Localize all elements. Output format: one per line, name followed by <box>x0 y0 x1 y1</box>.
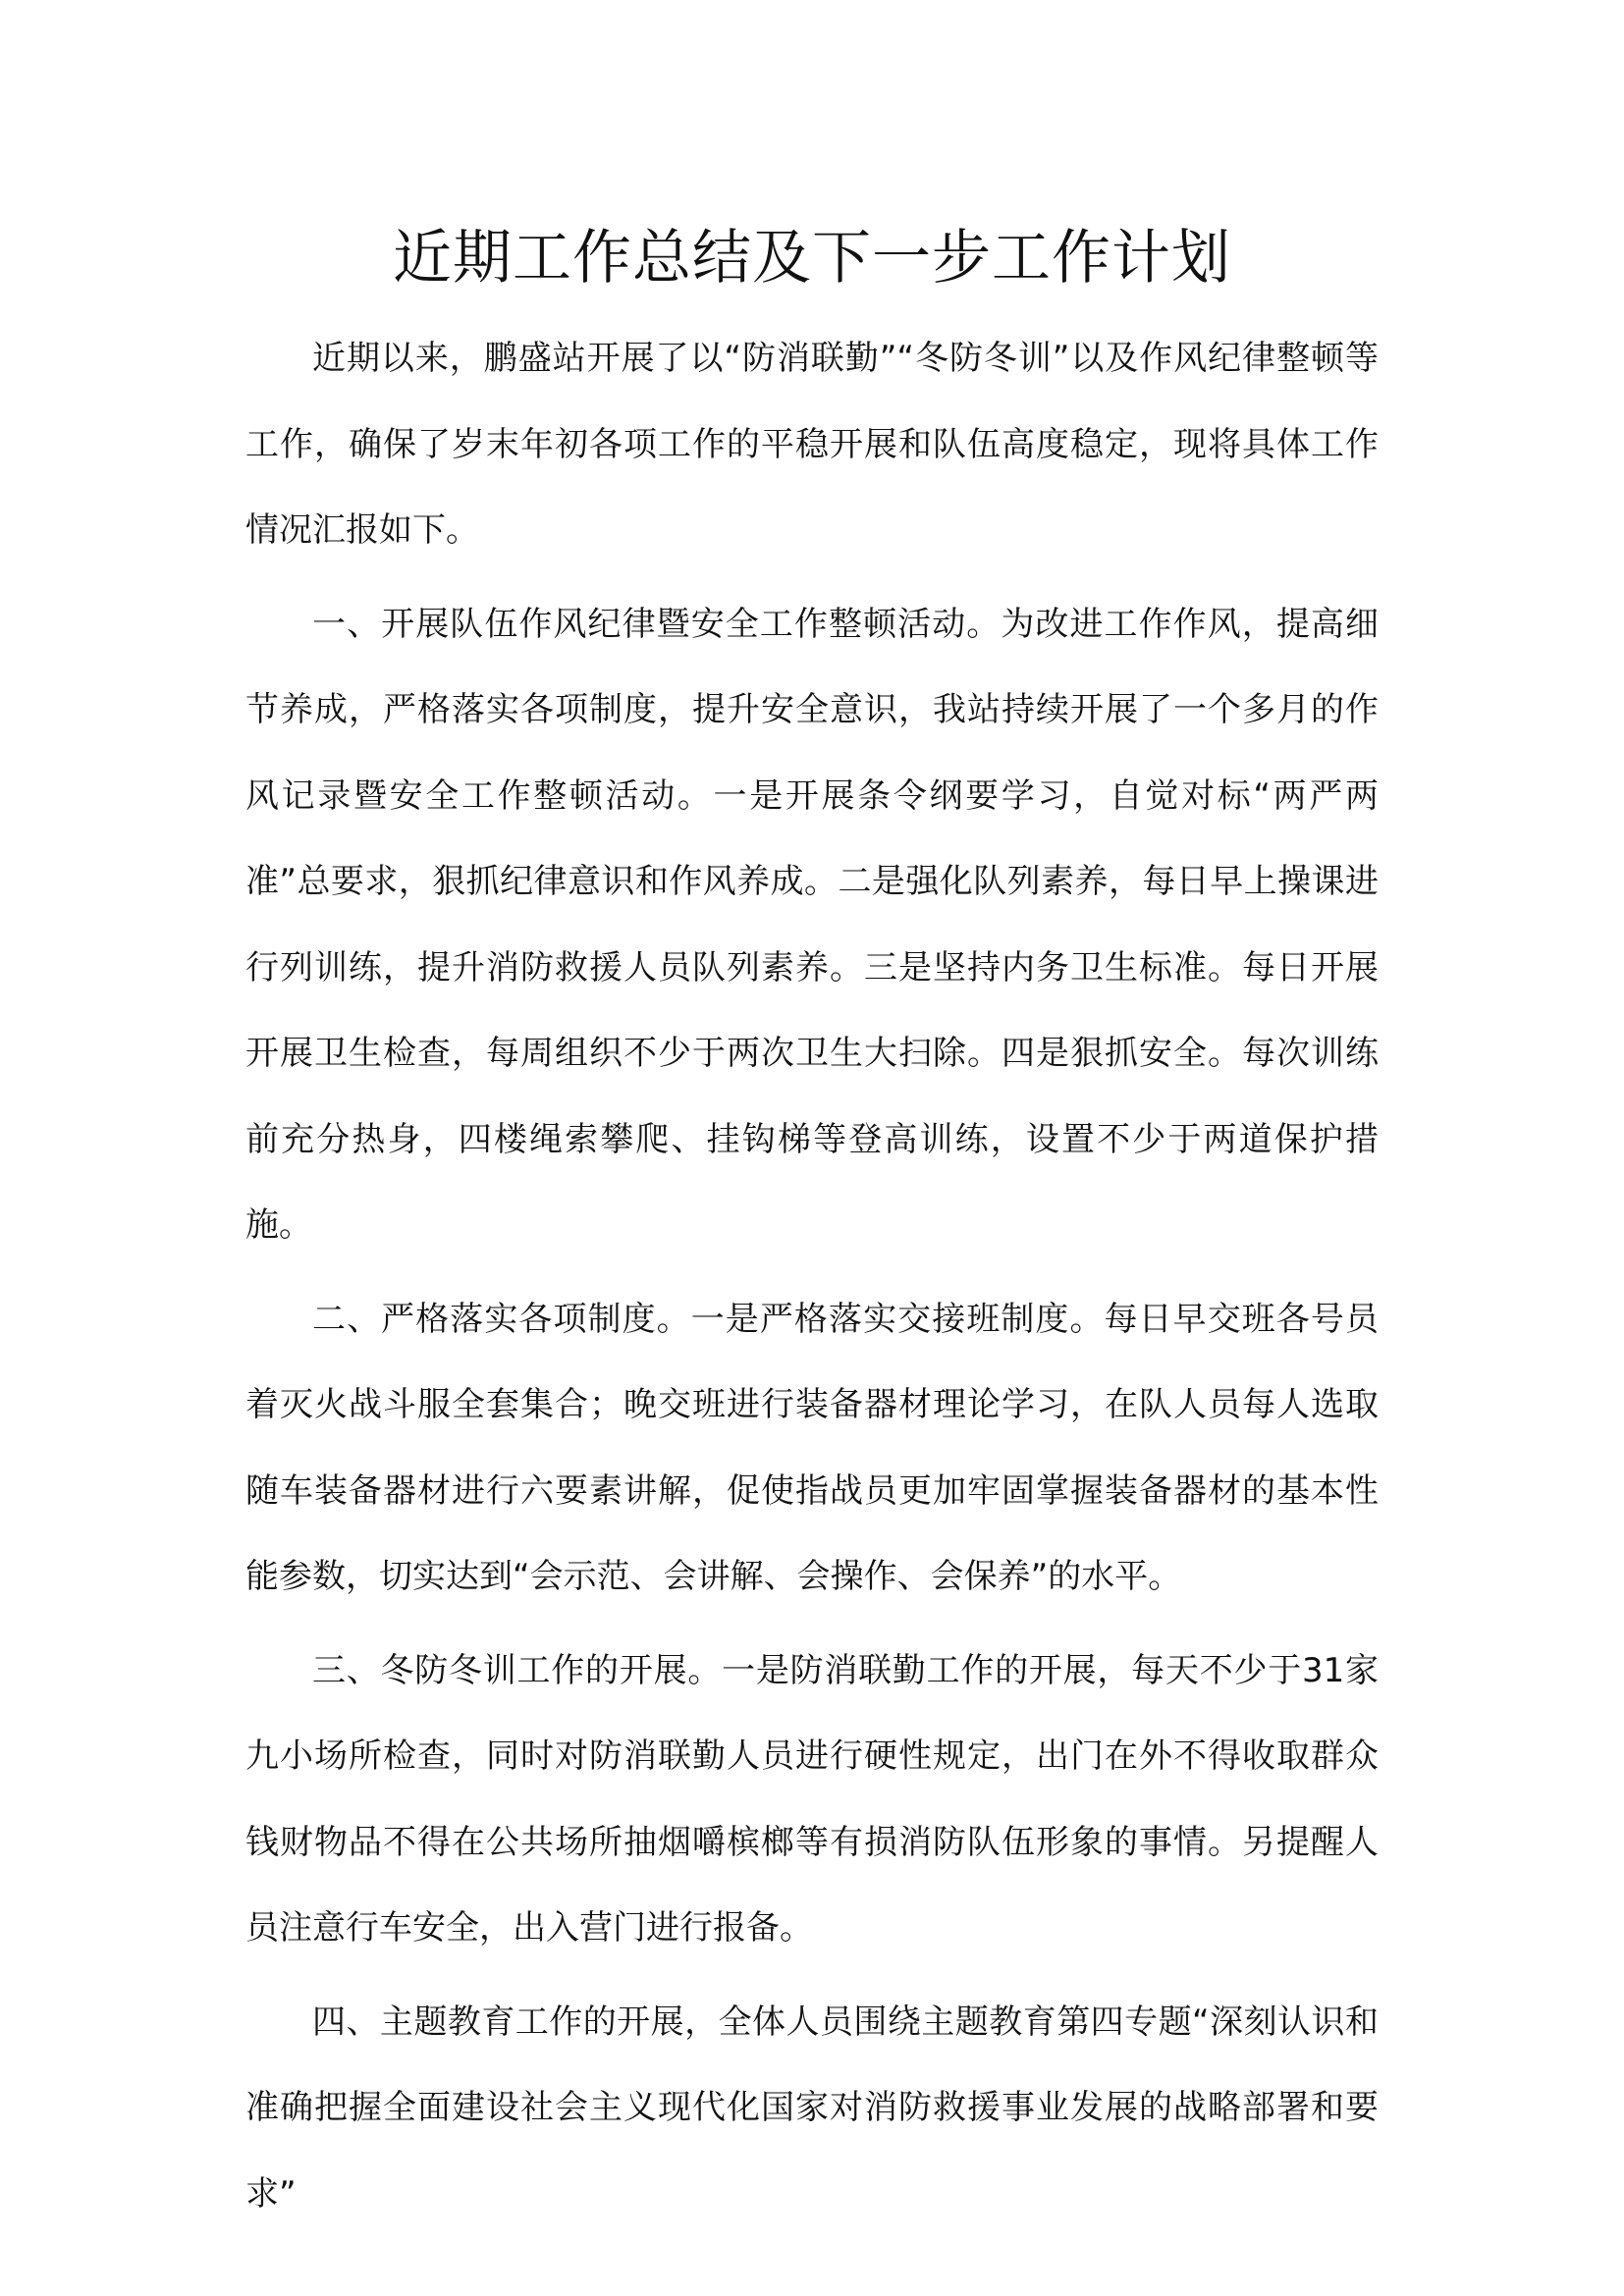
document-body <box>245 316 1379 2245</box>
section-four-paragraph: 四、主题教育工作的开展，全体人员围绕主题教育第四专题“深刻认识和准确把握全面建设社会主义现代化国家对消防救援事业发展的战略部署和要求” <box>245 2002 1379 2214</box>
section-three-paragraph: 三、冬防冬训工作的开展。一是防消联勤工作的开展，每天不少于31家九小场所检查，同时对防消联勤人员进行硬性规定，出门在外不得收取群众钱财物品不得在公共场所抽烟嚼槟榔等有损消防队伍形象的事情。另提醒人员注意行车安全，出入营门进行报备。 <box>245 1650 1379 1948</box>
intro-paragraph: 近期以来，鹏盛站开展了以“防消联勤”“冬防冬训”以及作风纪律整顿等工作，确保了岁末年初各项工作的平稳开展和队伍高度稳定，现将具体工作情况汇报如下。 <box>245 339 1379 550</box>
document-title: 近期工作总结及下一步工作计划 <box>393 224 1231 293</box>
section-one-paragraph: 一、开展队伍作风纪律暨安全工作整顿活动。为改进工作作风，提高细节养成，严格落实各项制度，提升安全意识，我站持续开展了一个多月的作风记录暨安全工作整顿活动。一是开展条令纲要学习，自觉对标“两严两准”总要求，狠抓纪律意识和作风养成。二是强化队列素养，每日早上操课进行列训练，提升消防救援人员队列素养。三是坚持内务卫生标准。每日开展开展卫生检查，每周组织不少于两次卫生大扫除。四是狠抓安全。每次训练前充分热身，四楼绳索攀爬、挂钩梯等登高训练，设置不少于两道保护措施。 <box>245 604 1379 1245</box>
section-two-paragraph: 二、严格落实各项制度。一是严格落实交接班制度。每日早交班各号员着灭火战斗服全套集合；晚交班进行装备器材理论学习，在队人员每人选取随车装备器材进行六要素讲解，促使指战员更加牢固掌握装备器材的基本性能参数，切实达到“会示范、会讲解、会操作、会保养”的水平。 <box>245 1299 1379 1596</box>
